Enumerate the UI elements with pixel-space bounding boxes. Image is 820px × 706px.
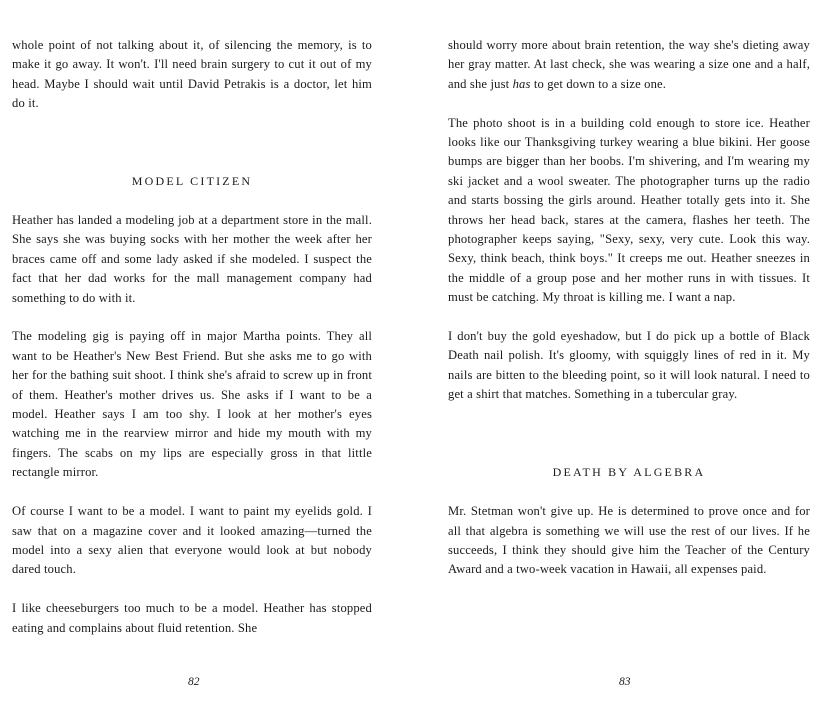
paragraph: The modeling gig is paying off in major Martha points. They all want to be Heather's New Best Friend. But she asks me to go with her for the bathing suit shoot. I think she's afraid to screw up in front of them. Heather's mother drives us. She asks if I want to be a model. Heather says I am too shy. I look at her mother's eyes watching me in the rearview mirror and hide my mouth with my fingers. The scabs on my lips are especially gross in that little rectangle mirror. — [12, 329, 372, 480]
text-run: to get down to a size one. — [530, 76, 667, 91]
spacer — [448, 308, 810, 327]
spacer — [12, 114, 372, 172]
section-heading: MODEL CITIZEN — [131, 173, 253, 188]
spacer — [448, 94, 810, 113]
page-number: 83 — [619, 676, 631, 688]
text-run: should worry more about brain retention, the way she's dieting away her gray matter. At last check, she was wearing a size one and a half, and she just — [448, 38, 810, 91]
spacer — [12, 580, 372, 599]
left-page — [12, 36, 372, 638]
emphasis: has — [512, 76, 531, 91]
paragraph: I like cheeseburgers too much to be a model. Heather has stopped eating and complains about fluid retention. She — [12, 601, 372, 635]
spacer — [12, 483, 372, 502]
paragraph: Mr. Stetman won't give up. He is determined to prove once and for all that algebra is something we will use the rest of our lives. If he succeeds, I think they should give him the Teacher of the Century Award and a two-week vacation in Hawaii, all expenses paid. — [448, 504, 810, 577]
paragraph: whole point of not talking about it, of silencing the memory, is to make it go away. It won't. I'll need brain surgery to cut it out of my head. Maybe I should wait until David Petrakis is a doctor, let him do it. — [12, 38, 372, 111]
section-heading: DEATH BY ALGEBRA — [552, 464, 706, 479]
spacer — [12, 191, 372, 211]
spacer — [448, 482, 810, 502]
paragraph: The photo shoot is in a building cold enough to store ice. Heather looks like our Thanksgiving turkey wearing a blue bikini. Her goose bumps are bigger than her boobs. I'm shivering, and I'm wearing my ski jacket and a wool sweater. The photographer turns up the radio and starts bossing the girls around. Heather totally gets into it. She throws her head back, stares at the camera, flashes her teeth. The photographer keeps saying, "Sexy, sexy, very cute. Look this way. Sexy, think beach, think boys." It creeps me out. Heather sneezes in the middle of a group pose and her mother runs in with tissues. It must be catching. My throat is killing me. I want a nap. — [448, 115, 810, 305]
spacer — [12, 308, 372, 327]
paragraph — [448, 36, 810, 94]
spacer — [448, 405, 810, 463]
paragraph: I don't buy the gold eyeshadow, but I do pick up a bottle of Black Death nail polish. It's gloomy, with squiggly lines of red in it. My nails are bitten to the bleeding point, so it will look natural. I need to get a shirt that matches. Something in a tubercular gray. — [448, 329, 810, 402]
right-page — [448, 36, 810, 580]
paragraph: Of course I want to be a model. I want to paint my eyelids gold. I saw that on a magazine cover and it looked amazing—turned the model into a sexy alien that everyone would look at but nobody dared touch. — [12, 504, 372, 577]
paragraph: Heather has landed a modeling job at a department store in the mall. She says she was buying socks with her mother the week after her braces came off and some lady asked if she modeled. I suspect the fact that her dad works for the mall management company had something to do with it. — [12, 213, 372, 305]
page-number: 82 — [188, 676, 200, 688]
